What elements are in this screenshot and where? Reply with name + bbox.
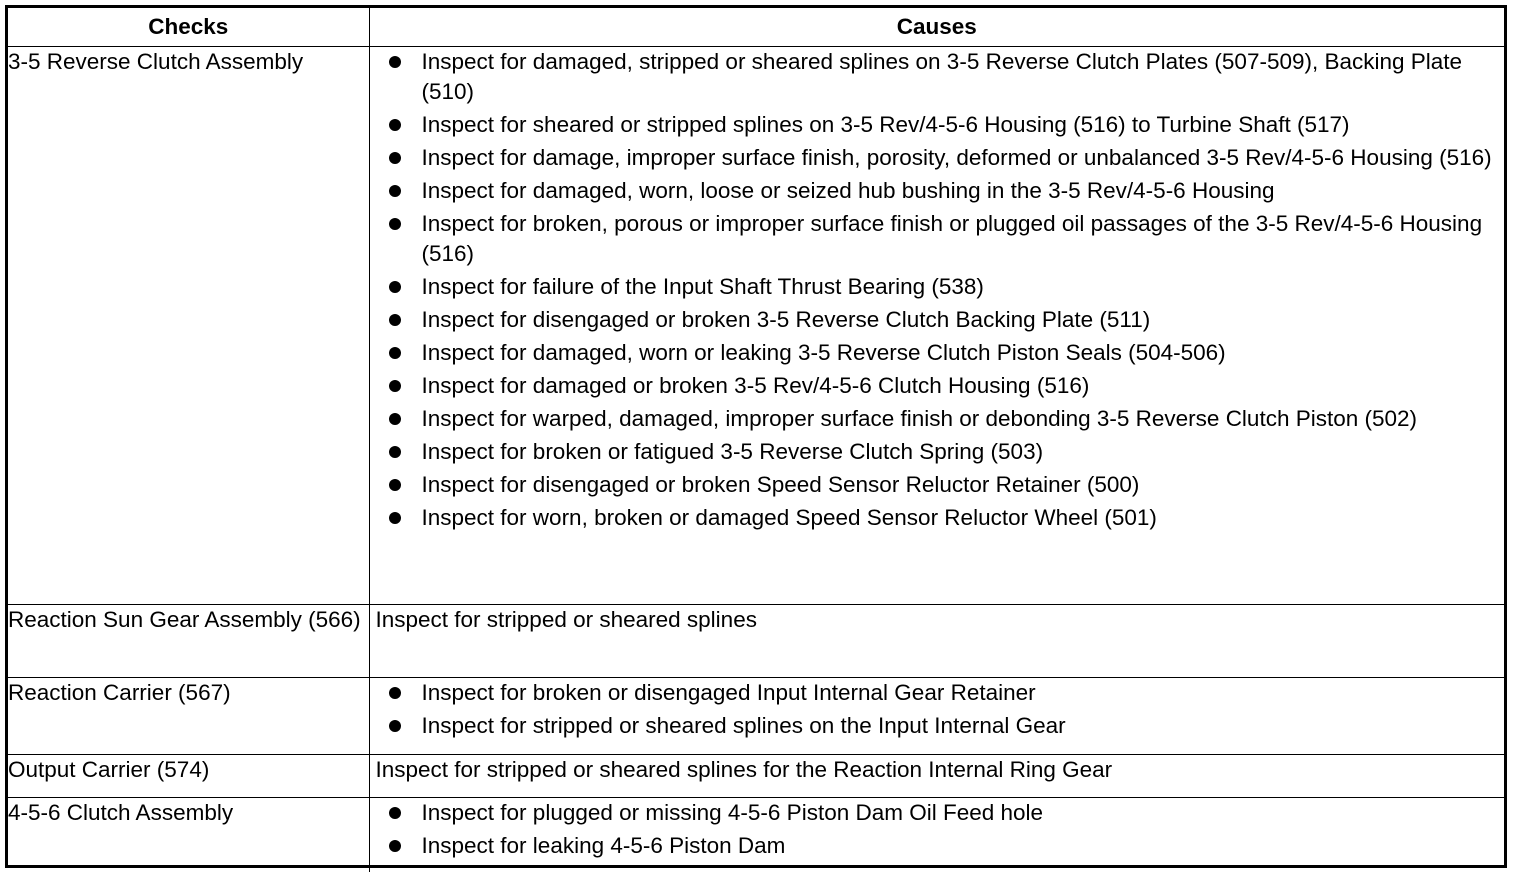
- cause-text: Inspect for damaged, stripped or sheared splines on 3-5 Reverse Clutch Plates (507-509), Backing Plate (510): [421, 48, 1463, 104]
- bullet-icon: [389, 281, 401, 293]
- cause-list: [370, 678, 1505, 741]
- cause-text: Inspect for disengaged or broken Speed Sensor Reluctor Retainer (500): [421, 471, 1140, 497]
- cause-text: Inspect for worn, broken or damaged Speed Sensor Reluctor Wheel (501): [421, 504, 1157, 530]
- check-cell: Reaction Sun Gear Assembly (566): [8, 604, 369, 677]
- table-row: [8, 754, 1504, 797]
- bullet-icon: [389, 413, 401, 425]
- column-header-causes: Causes: [369, 8, 1504, 46]
- bullet-icon: [389, 479, 401, 491]
- bullet-icon: [389, 512, 401, 524]
- list-item: [422, 305, 1505, 335]
- list-item: [422, 110, 1505, 140]
- check-cell: 3-5 Reverse Clutch Assembly: [8, 46, 369, 604]
- list-item: [422, 338, 1505, 368]
- bullet-icon: [389, 807, 401, 819]
- bullet-icon: [389, 380, 401, 392]
- table-row: [8, 797, 1504, 872]
- check-cell: Output Carrier (574): [8, 754, 369, 797]
- cause-text: Inspect for plugged or missing 4-5-6 Piston Dam Oil Feed hole: [421, 799, 1044, 825]
- cause-text: Inspect for failure of the Input Shaft Thrust Bearing (538): [421, 273, 984, 299]
- check-cell: 4-5-6 Clutch Assembly: [8, 797, 369, 872]
- bullet-icon: [389, 446, 401, 458]
- cause-text: Inspect for warped, damaged, improper surface finish or debonding 3-5 Reverse Clutch Piston (502): [421, 405, 1418, 431]
- list-item: [422, 503, 1505, 533]
- bullet-icon: [389, 720, 401, 732]
- list-item: [422, 371, 1505, 401]
- causes-cell: [369, 677, 1504, 754]
- list-item: [422, 272, 1505, 302]
- cause-list: [370, 798, 1505, 861]
- list-item: [422, 209, 1505, 269]
- table-row: [8, 677, 1504, 754]
- causes-cell: [369, 46, 1504, 604]
- cause-text: Inspect for broken or fatigued 3-5 Reverse Clutch Spring (503): [421, 438, 1044, 464]
- cause-text: Inspect for damage, improper surface finish, porosity, deformed or unbalanced 3-5 Rev/4-5-6 Housing (516): [421, 144, 1492, 170]
- bullet-icon: [389, 840, 401, 852]
- causes-cell: Inspect for stripped or sheared splines: [369, 604, 1504, 677]
- list-item: [422, 711, 1505, 741]
- bullet-icon: [389, 152, 401, 164]
- cause-text: Inspect for broken, porous or improper surface finish or plugged oil passages of the 3-5 Rev/4-5-6 Housing (516): [421, 210, 1483, 266]
- checks-causes-table: [8, 8, 1504, 872]
- cause-text: Inspect for leaking 4-5-6 Piston Dam: [421, 832, 786, 858]
- column-header-checks: Checks: [8, 8, 369, 46]
- bullet-icon: [389, 185, 401, 197]
- list-item: [422, 176, 1505, 206]
- table-row: [8, 604, 1504, 677]
- list-item: [422, 47, 1505, 107]
- check-cell: Reaction Carrier (567): [8, 677, 369, 754]
- cause-text: Inspect for stripped or sheared splines on the Input Internal Gear: [421, 712, 1066, 738]
- cause-text: Inspect for damaged, worn, loose or seized hub bushing in the 3-5 Rev/4-5-6 Housing: [421, 177, 1275, 203]
- list-item: [422, 404, 1505, 434]
- list-item: [422, 831, 1505, 861]
- table-row: [8, 46, 1504, 604]
- list-item: [422, 143, 1505, 173]
- list-item: [422, 437, 1505, 467]
- cause-text: Inspect for sheared or stripped splines on 3-5 Rev/4-5-6 Housing (516) to Turbine Shaft (517): [421, 111, 1350, 137]
- bullet-icon: [389, 119, 401, 131]
- causes-cell: [369, 797, 1504, 872]
- bullet-icon: [389, 687, 401, 699]
- bullet-icon: [389, 347, 401, 359]
- bullet-icon: [389, 314, 401, 326]
- table-header-row: [8, 8, 1504, 46]
- cause-text: Inspect for damaged or broken 3-5 Rev/4-5-6 Clutch Housing (516): [421, 372, 1090, 398]
- checks-causes-table-frame: [5, 5, 1507, 868]
- list-item: [422, 470, 1505, 500]
- cause-text: Inspect for damaged, worn or leaking 3-5 Reverse Clutch Piston Seals (504-506): [421, 339, 1226, 365]
- cause-list: [370, 47, 1505, 533]
- bullet-icon: [389, 56, 401, 68]
- cause-text: Inspect for broken or disengaged Input Internal Gear Retainer: [421, 679, 1036, 705]
- list-item: [422, 798, 1505, 828]
- list-item: [422, 678, 1505, 708]
- bullet-icon: [389, 218, 401, 230]
- cause-text: Inspect for disengaged or broken 3-5 Reverse Clutch Backing Plate (511): [421, 306, 1151, 332]
- causes-cell: Inspect for stripped or sheared splines for the Reaction Internal Ring Gear: [369, 754, 1504, 797]
